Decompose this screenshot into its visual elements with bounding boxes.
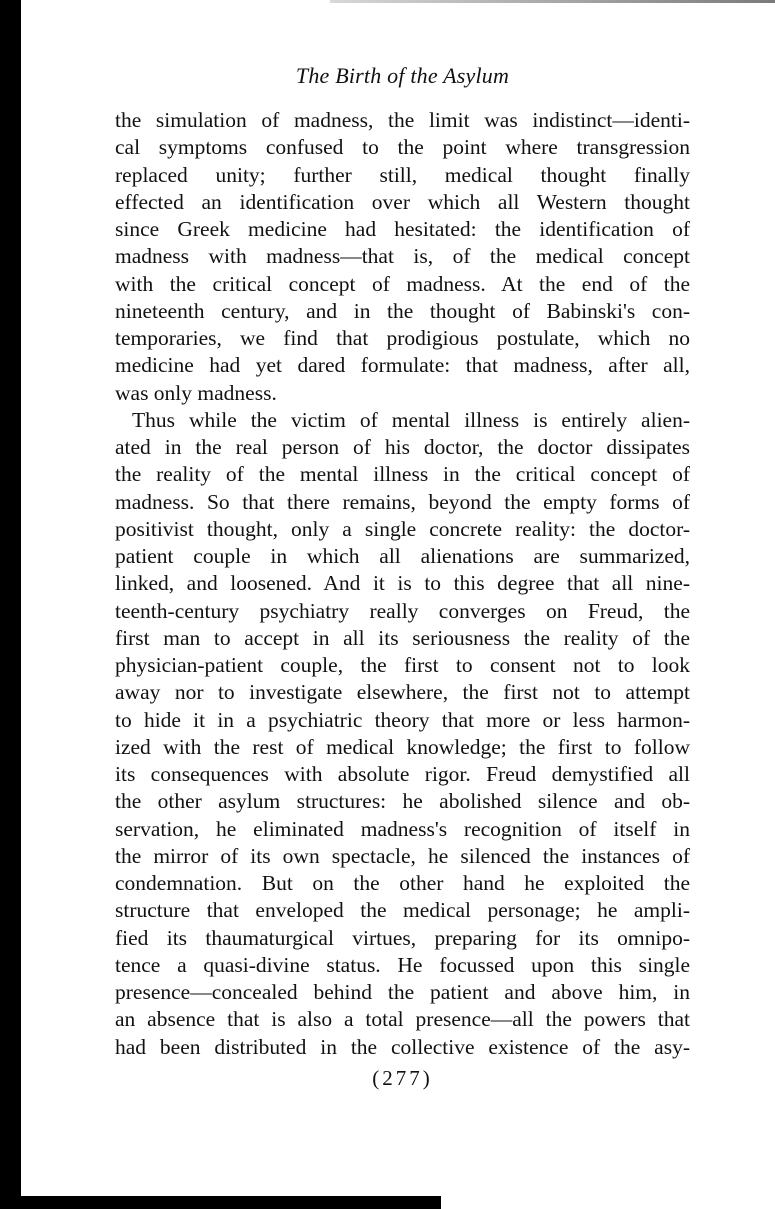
text-line: had been distributed in the collective existence of the asy-: [115, 1034, 690, 1059]
text-line: away nor to investigate elsewhere, the first not to attempt: [115, 680, 690, 705]
scan-border-bottom: [21, 1196, 441, 1209]
text-line: madness with madness—that is, of the medical concept: [115, 244, 690, 269]
paragraph: [115, 407, 690, 1061]
running-head: The Birth of the Asylum: [295, 63, 510, 88]
text-line: since Greek medicine had hesitated: the identification of: [115, 217, 690, 241]
text-line: temporaries, we find that prodigious postulate, which no: [115, 326, 690, 350]
text-line: medicine had yet dared formulate: that madness, after all,: [115, 353, 690, 378]
text-line: was only madness.: [115, 380, 277, 405]
text-line: first man to accept in all its seriousness the reality of the: [115, 625, 690, 650]
text-line: the simulation of madness, the limit was indistinct—identi-: [115, 108, 690, 132]
text-line: with the critical concept of madness. At the end of the: [115, 271, 690, 296]
scan-border-left: [0, 0, 21, 1209]
text-line: physician-patient couple, the first to consent not to look: [115, 653, 690, 677]
text-line: cal symptoms confused to the point where transgression: [115, 135, 690, 160]
text-line: Thus while the victim of mental illness is entirely alien-: [132, 407, 690, 432]
text-line: patient couple in which all alienations are summarized,: [115, 544, 690, 568]
text-line: presence—concealed behind the patient and above him, in: [115, 980, 690, 1004]
text-line: servation, he eliminated madness's recognition of itself in: [115, 816, 690, 841]
text-line: its consequences with absolute rigor. Freud demystified all: [115, 762, 690, 786]
text-line: replaced unity; further still, medical thought finally: [115, 162, 690, 187]
page-body: [115, 107, 690, 1061]
text-line: ized with the rest of medical knowledge; the first to follow: [115, 734, 690, 759]
text-line: tence a quasi-divine status. He focussed upon this single: [115, 952, 690, 977]
text-line: linked, and loosened. And it is to this degree that all nine-: [115, 571, 690, 596]
text-line: teenth-century psychiatry really converges on Freud, the: [115, 598, 690, 623]
text-line: structure that enveloped the medical personage; he ampli-: [115, 898, 690, 923]
scan-border-top: [330, 0, 775, 3]
text-line: an absence that is also a total presence—all the powers that: [115, 1007, 690, 1032]
text-line: the reality of the mental illness in the critical concept of: [115, 462, 690, 487]
page-number: (277): [372, 1066, 433, 1090]
text-line: condemnation. But on the other hand he exploited the: [115, 871, 690, 895]
text-line: the other asylum structures: he abolished silence and ob-: [115, 789, 690, 814]
paragraph: [115, 107, 690, 407]
text-line: nineteenth century, and in the thought of Babinski's con-: [115, 298, 690, 323]
text-line: madness. So that there remains, beyond the empty forms of: [115, 489, 690, 514]
text-line: ated in the real person of his doctor, the doctor dissipates: [115, 435, 690, 459]
text-line: positivist thought, only a single concrete reality: the doctor-: [115, 516, 690, 541]
text-line: effected an identification over which all Western thought: [115, 189, 690, 214]
text-line: the mirror of its own spectacle, he silenced the instances of: [115, 843, 690, 868]
text-line: fied its thaumaturgical virtues, preparing for its omnipo-: [115, 925, 690, 950]
text-line: to hide it in a psychiatric theory that more or less harmon-: [115, 707, 690, 732]
